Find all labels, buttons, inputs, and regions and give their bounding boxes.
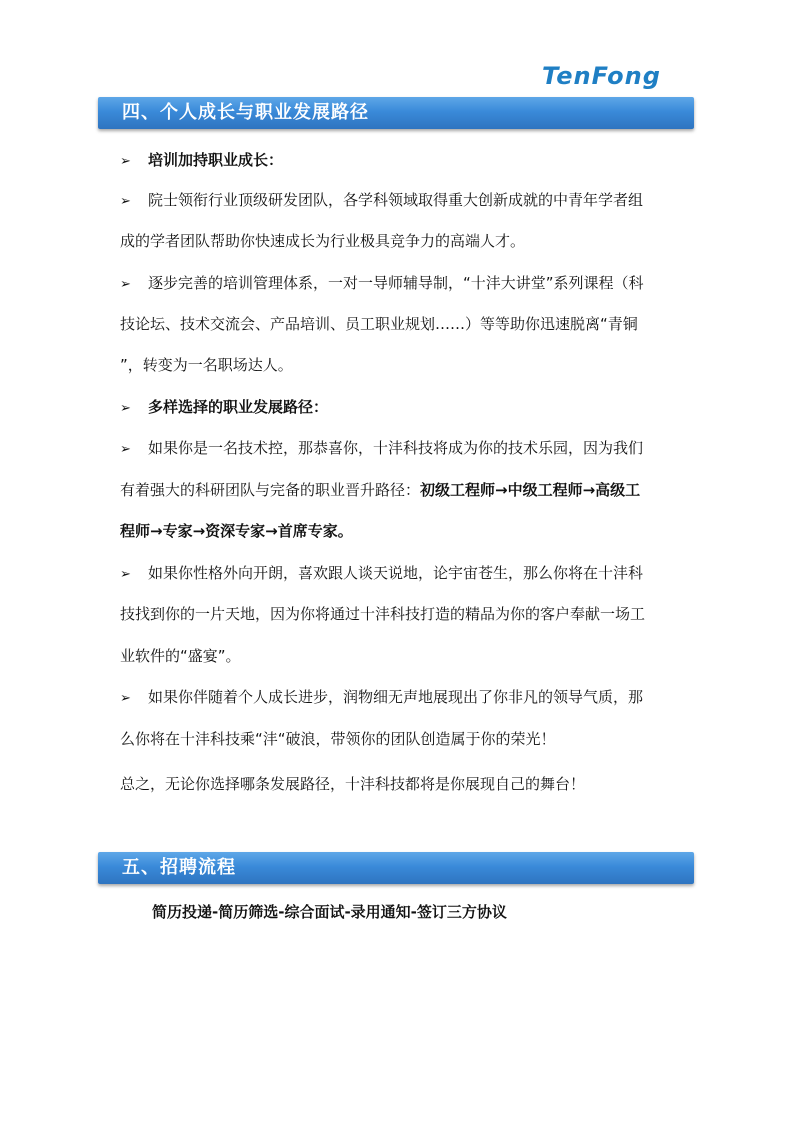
- section-5-header: [98, 852, 694, 884]
- paragraph-line: [120, 273, 644, 295]
- heading-career-path-text: 多样选择的职业发展路径：: [148, 398, 329, 416]
- arrow-bullet-icon: ➢: [120, 442, 131, 457]
- heading-training: [120, 150, 283, 172]
- p5-line2: 么你将在十沣科技乘“沣“破浪，带领你的团队创造属于你的荣光！: [120, 730, 556, 748]
- p4-line1: 如果你性格外向开朗，喜欢跟人谈天说地，论宇宙苍生，那么你将在十沣科: [148, 564, 644, 582]
- arrow-bullet-icon: ➢: [120, 567, 131, 582]
- heading-training-text: 培训加持职业成长：: [148, 151, 284, 169]
- p3-line2-bold: 初级工程师→中级工程师→高级工: [420, 481, 641, 499]
- p1-line2: 成的学者团队帮助你快速成长为行业极具竞争力的高端人才。: [120, 232, 526, 250]
- logo-text: TenFong: [542, 62, 661, 90]
- p3-line1: 如果你是一名技术控，那恭喜你，十沣科技将成为你的技术乐园，因为我们: [148, 439, 644, 457]
- arrow-bullet-icon: ➢: [120, 691, 131, 706]
- paragraph-line: [120, 190, 643, 212]
- recruitment-flow: 简历投递-简历筛选-综合面试-录用通知-签订三方协议: [152, 903, 507, 921]
- section-4-title: 四、个人成长与职业发展路径: [122, 102, 369, 123]
- p2-line2: 技论坛、技术交流会、产品培训、员工职业规划……）等等助你迅速脱离“青铜: [120, 315, 638, 333]
- p4-line3: 业软件的“盛宴”。: [120, 647, 241, 665]
- tenfong-logo: [540, 60, 672, 90]
- arrow-bullet-icon: ➢: [120, 154, 131, 169]
- p1-line1: 院士领衔行业顶级研发团队，各学科领域取得重大创新成就的中青年学者组: [148, 191, 644, 209]
- conclusion: 总之，无论你选择哪条发展路径，十沣科技都将是你展现自己的舞台！: [120, 775, 586, 793]
- arrow-bullet-icon: ➢: [120, 401, 131, 416]
- heading-career-path: [120, 397, 328, 419]
- p4-line2: 技找到你的一片天地，因为你将通过十沣科技打造的精品为你的客户奉献一场工: [120, 605, 646, 623]
- paragraph-line: [120, 438, 643, 460]
- p2-line3: ”，转变为一名职场达人。: [120, 356, 293, 374]
- section-4-header: [98, 97, 694, 129]
- p2-line1: 逐步完善的培训管理体系，一对一导师辅导制，“十沣大讲堂”系列课程（科: [148, 274, 644, 292]
- arrow-bullet-icon: ➢: [120, 277, 131, 292]
- p3-line2-normal: 有着强大的科研团队与完备的职业晋升路径：: [120, 481, 421, 499]
- p3-line3: 程师→专家→资深专家→首席专家。: [120, 522, 353, 540]
- p5-line1: 如果你伴随着个人成长进步，润物细无声地展现出了你非凡的领导气质，那: [148, 688, 644, 706]
- paragraph-line: [120, 563, 643, 585]
- arrow-bullet-icon: ➢: [120, 194, 131, 209]
- section-5-title: 五、招聘流程: [122, 857, 236, 878]
- p3-line2: [120, 480, 640, 500]
- paragraph-line: [120, 687, 643, 709]
